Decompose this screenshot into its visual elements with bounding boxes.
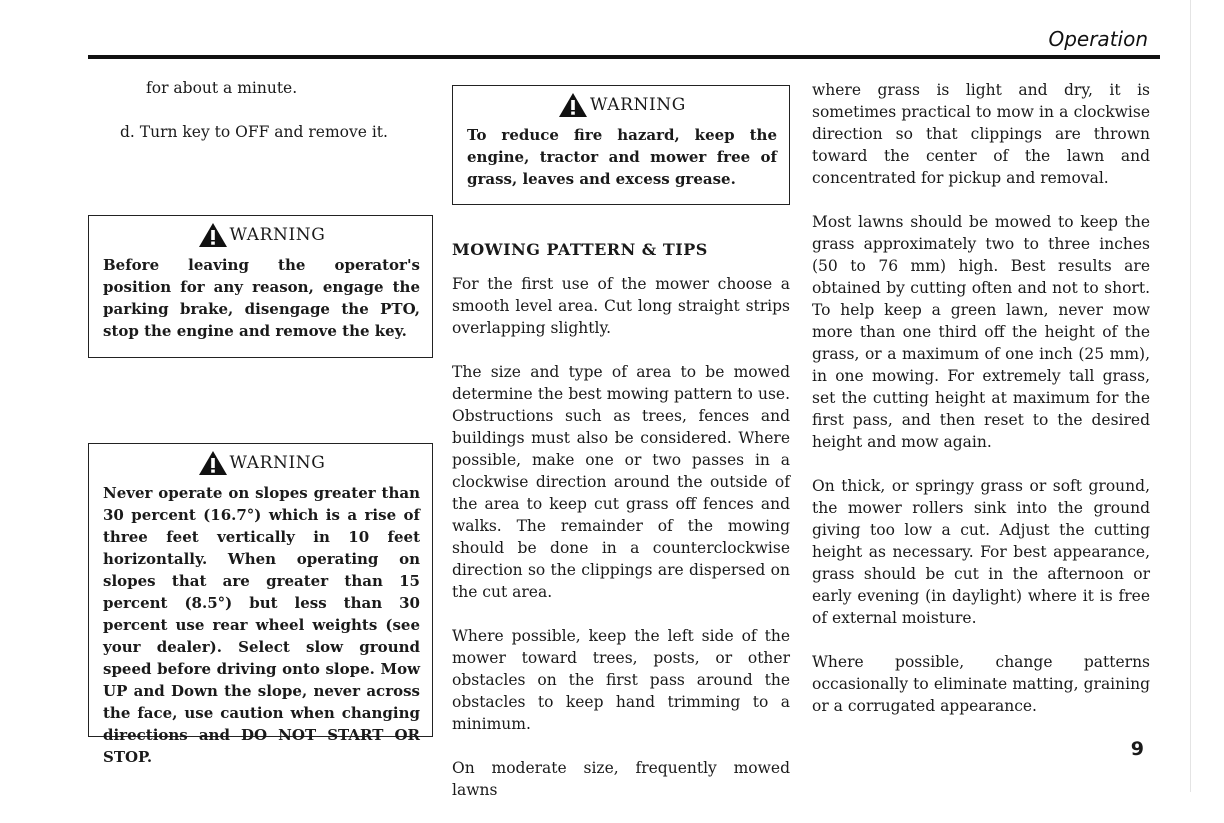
header-rule (88, 55, 1160, 59)
paragraph: On thick, or springy grass or soft ground, the mower rollers sink into the ground giving too low a cut. Adjust the cutting height as necessary. For best appearance, grass should be cut in the afternoon or early evening (in daylight) where it is free of external moisture. (812, 477, 1150, 627)
warning-heading (467, 92, 777, 118)
warning-text: Never operate on slopes greater than 30 percent (16.7°) which is a rise of three feet vertically in 10 feet horizontally. When operating on slopes that are greater than 15 percent (8.5°) but less than 30 percent use rear wheel weights (see your dealer). Select slow ground speed before driving onto slope. Mow UP and Down the slope, never across the face, use caution when changing directions and DO NOT START OR STOP. (103, 484, 420, 766)
warning-heading (103, 450, 420, 476)
paragraph: Where possible, keep the left side of the mower toward trees, posts, or other obstacles on the first pass around the obstacles to keep hand trimming to a minimum. (452, 627, 790, 733)
warning-text: To reduce fire hazard, keep the engine, tractor and mower free of grass, leaves and excess grease. (467, 126, 777, 188)
warning-triangle-icon (558, 92, 588, 118)
paragraph: Most lawns should be mowed to keep the grass approximately two to three inches (50 to 76 mm) high. Best results are obtained by cutting often and not to short. To help keep a green lawn, never mow more than one third off the height of the grass, or a maximum of one inch (25 mm), in one mowing. For extremely tall grass, set the cutting height at maximum for the first pass, and then reset to the desired height and mow again. (812, 213, 1150, 451)
continued-text: for about a minute. (146, 79, 298, 97)
page-edge-line (1190, 0, 1191, 792)
column-right (812, 79, 1150, 739)
warning-box-slopes (88, 443, 433, 766)
column-left (88, 77, 433, 766)
warning-text: Before leaving the operator's position for any reason, engage the parking brake, disengage the PTO, stop the engine and remove the key. (103, 256, 420, 340)
section-title: MOWING PATTERN & TIPS (452, 240, 708, 259)
warning-heading (103, 222, 420, 248)
column-middle (452, 85, 790, 823)
paragraph: On moderate size, frequently mowed lawns (452, 759, 790, 799)
page-number: 9 (1130, 738, 1144, 760)
warning-label: WARNING (229, 225, 326, 245)
paragraph: For the first use of the mower choose a smooth level area. Cut long straight strips overlapping slightly. (452, 275, 790, 337)
paragraph: The size and type of area to be mowed determine the best mowing pattern to use. Obstructions such as trees, fences and buildings must also be considered. Where possible, make one or two passes in a clockwise direction around the outside of the area to keep cut grass off fences and walks. The remainder of the mowing should be done in a counterclockwise direction so the clippings are dispersed on the cut area. (452, 363, 790, 601)
step-d: d. Turn key to OFF and remove it. (120, 123, 388, 141)
warning-label: WARNING (229, 453, 326, 473)
paragraph: where grass is light and dry, it is sometimes practical to mow in a clockwise direction so that clippings are thrown toward the center of the lawn and concentrated for pickup and removal. (812, 81, 1150, 187)
warning-box-operator (88, 215, 433, 358)
warning-box-fire (452, 85, 790, 205)
warning-label: WARNING (590, 95, 686, 115)
warning-triangle-icon (198, 450, 228, 476)
section-header: Operation (1048, 27, 1148, 51)
warning-triangle-icon (198, 222, 228, 248)
paragraph: Where possible, change patterns occasionally to eliminate matting, graining or a corrugated appearance. (812, 653, 1150, 715)
